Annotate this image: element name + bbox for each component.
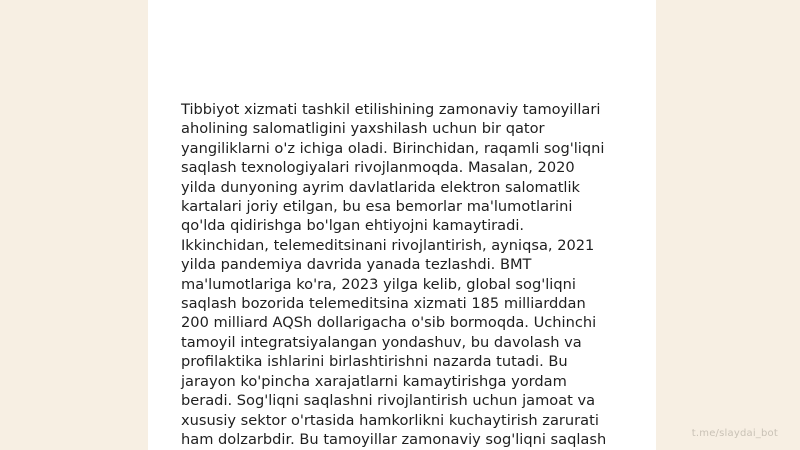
text-line: kartalari joriy etilgan, bu esa bemorlar ma'lumotlarini bbox=[181, 198, 573, 216]
document-page bbox=[148, 0, 656, 450]
text-line: Ikkinchidan, telemeditsinani rivojlantirish, ayniqsa, 2021 bbox=[181, 236, 595, 254]
body-paragraph bbox=[181, 100, 641, 449]
text-line: tamoyil integratsiyalangan yondashuv, bu davolash va bbox=[181, 333, 582, 351]
text-line: 200 milliard AQSh dollarigacha o'sib bormoqda. Uchinchi bbox=[181, 314, 597, 332]
text-line: jarayon ko'pincha xarajatlarni kamaytirishga yordam bbox=[181, 372, 567, 390]
text-line: saqlash texnologiyalari rivojlanmoqda. Masalan, 2020 bbox=[181, 159, 575, 177]
text-line: profilaktika ishlarini birlashtirishni nazarda tutadi. Bu bbox=[181, 353, 568, 371]
text-line: Tibbiyot xizmati tashkil etilishining zamonaviy tamoyillari bbox=[181, 101, 601, 118]
text-line: yilda pandemiya davrida yanada tezlashdi. BMT bbox=[181, 256, 532, 274]
text-line: ham dolzarbdir. Bu tamoyillar zamonaviy sog'liqni saqlash bbox=[181, 430, 607, 448]
text-line: saqlash bozorida telemeditsina xizmati 185 milliarddan bbox=[181, 295, 586, 313]
text-line: qo'lda qidirishga bo'lgan ehtiyojni kamaytiradi. bbox=[181, 217, 525, 235]
text-line: beradi. Sog'liqni saqlashni rivojlantirish uchun jamoat va bbox=[181, 392, 596, 410]
text-line: yangiliklarni o'z ichiga oladi. Birinchidan, raqamli sog'liqni bbox=[181, 139, 605, 157]
text-line: xususiy sektor o'rtasida hamkorlikni kuchaytirish zarurati bbox=[181, 411, 599, 429]
watermark-text: t.me/slaydai_bot bbox=[691, 428, 778, 439]
text-line: aholining salomatligini yaxshilash uchun bir qator bbox=[181, 120, 545, 138]
text-line: yilda dunyoning ayrim davlatlarida elektron salomatlik bbox=[181, 178, 580, 196]
text-line: ma'lumotlariga ko'ra, 2023 yilga kelib, global sog'liqni bbox=[181, 275, 576, 293]
